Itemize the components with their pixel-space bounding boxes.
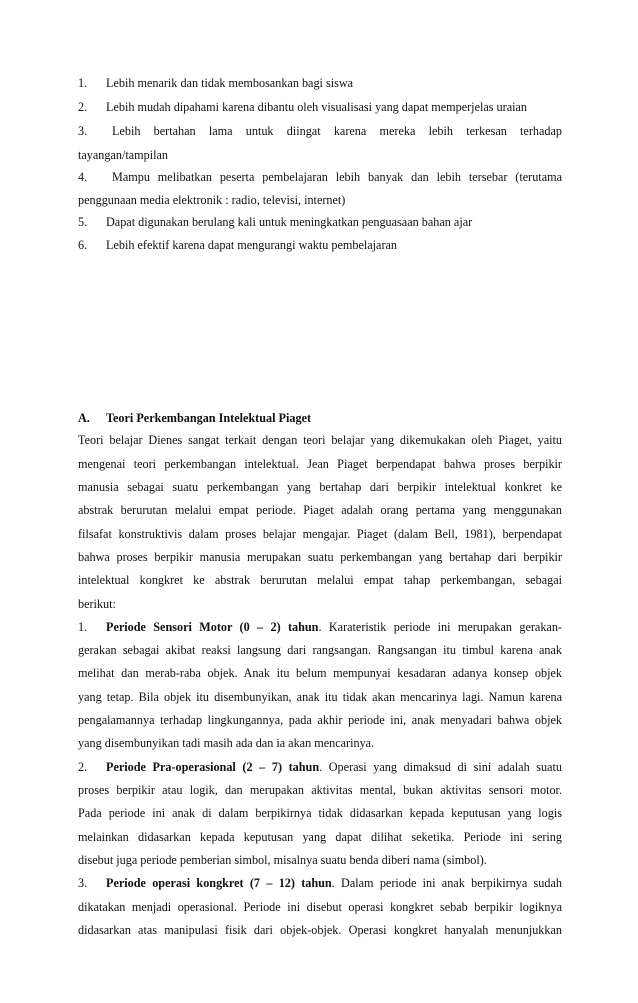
list-text: Lebih bertahan lama untuk diingat karena mereka lebih terkesan terhadap: [112, 124, 562, 138]
list-number: 3.: [78, 124, 88, 138]
list-number: 6.: [78, 238, 88, 252]
period-text: . Operasi yang dimaksud di sini adalah suatu: [319, 760, 562, 774]
paragraph-line: yang tetap. Bila objek itu disembunyikan, anak itu tidak akan mencarinya lagi. Namun karena: [78, 690, 562, 704]
list-number: 2.: [78, 100, 88, 114]
paragraph-line: melainkan didasarkan kepada keputusan yang dapat dilihat seketika. Periode ini sering: [78, 830, 562, 844]
paragraph-line: berikut:: [78, 597, 116, 611]
section-title: Teori Perkembangan Intelektual Piaget: [106, 411, 312, 425]
period-item: [78, 620, 562, 634]
list-number: 1.: [78, 620, 88, 634]
period-title: Periode operasi kongkret (7 – 12) tahun: [106, 876, 332, 890]
list-text: Lebih menarik dan tidak membosankan bagi siswa: [106, 76, 354, 90]
period-text: . Karateristik periode ini merupakan gerakan-: [318, 620, 562, 634]
paragraph-line: mengenai teori perkembangan intelektual. Jean Piaget berpendapat bahwa proses berpikir: [78, 457, 562, 471]
list-item: [78, 100, 562, 114]
list-item-continuation: tayangan/tampilan: [78, 148, 169, 162]
list-item: [78, 238, 562, 252]
paragraph-line: dikatakan menjadi operasional. Periode ini disebut operasi kongkret sebab berpikir logiknya: [78, 900, 562, 914]
list-item: [78, 215, 562, 229]
paragraph-line: pengalamannya terhadap lingkungannya, pada akhir periode ini, anak menyadari bahwa objek: [78, 713, 562, 727]
section-letter: A.: [78, 411, 90, 425]
paragraph-line: disebut juga periode pemberian simbol, misalnya suatu benda diberi nama (simbol).: [78, 853, 487, 867]
list-text: Lebih mudah dipahami karena dibantu oleh visualisasi yang dapat memperjelas uraian: [106, 100, 528, 114]
list-number: 4.: [78, 170, 88, 184]
section-heading: [78, 411, 562, 425]
paragraph-line: manusia sebagai suatu perkembangan yang bertahap dari berpikir intelektual konkret ke: [78, 480, 562, 494]
list-text: Mampu melibatkan peserta pembelajaran lebih banyak dan lebih tersebar (terutama: [112, 170, 562, 184]
paragraph-line: abstrak berurutan melalui empat periode. Piaget adalah orang pertama yang menggunakan: [78, 503, 562, 517]
paragraph-line: filsafat konstruktivis dalam proses belajar mengajar. Piaget (dalam Bell, 1981), berpendapat: [78, 527, 562, 541]
list-item-continuation: penggunaan media elektronik : radio, televisi, internet): [78, 193, 346, 207]
list-number: 2.: [78, 760, 88, 774]
paragraph-line: bahwa proses berpikir manusia merupakan suatu perkembangan yang bertahap dari berpikir: [78, 550, 562, 564]
list-number: 5.: [78, 215, 88, 229]
paragraph-line: gerakan sebagai akibat reaksi langsung dari rangsangan. Rangsangan itu timbul karena anak: [78, 643, 562, 657]
period-item: [78, 876, 562, 890]
period-text: . Dalam periode ini anak berpikirnya sudah: [331, 876, 562, 890]
period-item: [78, 760, 562, 774]
paragraph-line: Teori belajar Dienes sangat terkait dengan teori belajar yang dikemukakan oleh Piaget, yaitu: [78, 433, 562, 447]
paragraph-line: didasarkan atas manipulasi fisik dari objek-objek. Operasi kongkret hanyalah menunjukkan: [78, 923, 562, 937]
period-title: Periode Pra-operasional (2 – 7) tahun: [106, 760, 320, 774]
list-number: 1.: [78, 76, 88, 90]
list-item: [78, 170, 562, 184]
paragraph-line: proses berpikir atau logik, dan merupakan aktivitas mental, bukan aktivitas sensori motor.: [78, 783, 562, 797]
list-item: [78, 124, 562, 138]
paragraph-line: yang disembunyikan tadi masih ada dan ia akan mencarinya.: [78, 736, 375, 750]
list-item: [78, 76, 562, 90]
list-number: 3.: [78, 876, 88, 890]
list-text: Lebih efektif karena dapat mengurangi waktu pembelajaran: [106, 238, 398, 252]
list-text: Dapat digunakan berulang kali untuk meningkatkan penguasaan bahan ajar: [106, 215, 473, 229]
paragraph-line: melihat dan merab-raba objek. Anak itu belum mempunyai kesadaran adanya konsep objek: [78, 666, 562, 680]
period-title: Periode Sensori Motor (0 – 2) tahun: [106, 620, 319, 634]
paragraph-line: Pada periode ini anak di dalam berpikirnya tidak didasarkan kepada keputusan yang logis: [78, 806, 562, 820]
paragraph-line: intelektual kongkret ke abstrak berurutan melalui empat tahap perkembangan, sebagai: [78, 573, 562, 587]
